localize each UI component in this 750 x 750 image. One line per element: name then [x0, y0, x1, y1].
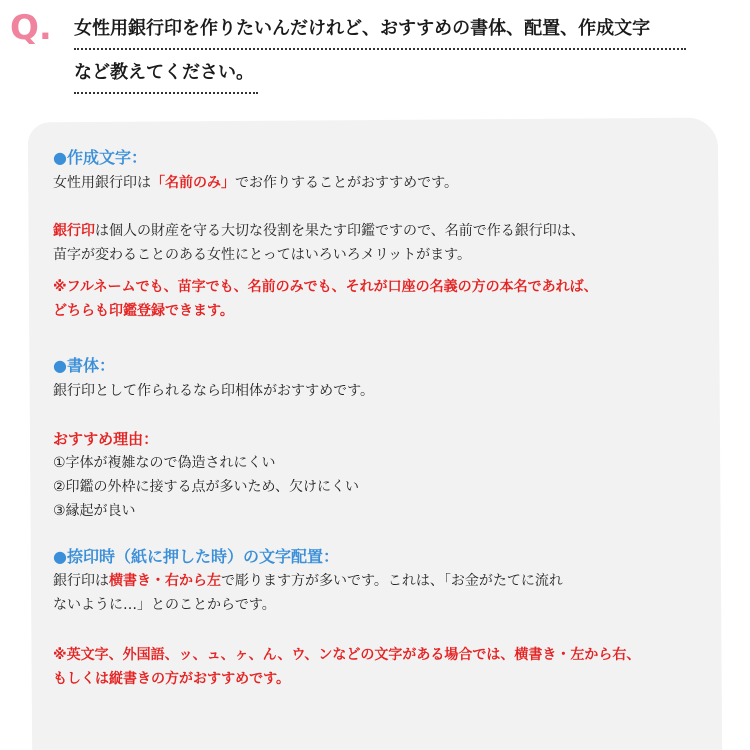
haichi-line-1 — [53, 569, 563, 593]
moji-highlight-name-only: 「名前のみ」 — [151, 175, 235, 191]
haichi-line-2: ないように…」とのことからです。 — [53, 597, 276, 613]
shotai-line-1: 銀行印として作られるなら印相体がおすすめです。 — [53, 383, 375, 399]
haichi-line-1-before: 銀行印は — [53, 573, 109, 589]
shotai-reason-label: おすすめ理由： — [53, 430, 159, 448]
shotai-reason-2: ②印鑑の外枠に接する点が多いため、欠けにくい — [53, 479, 359, 495]
moji-line-1-before: 女性用銀行印は — [53, 175, 151, 191]
question-text-line-1: 女性用銀行印を作りたいんだけれど、おすすめの書体、配置、作成文字 — [74, 16, 686, 50]
moji-line-2 — [53, 219, 585, 243]
shotai-reason-1: ①字体が複雑なので偽造されにくい — [53, 455, 276, 471]
haichi-note-line-2: もしくは縦書きの方がおすすめです。 — [53, 671, 291, 687]
haichi-highlight-direction: 横書き・右から左 — [109, 573, 221, 589]
shotai-reason-3: ③縁起が良い — [53, 503, 136, 519]
moji-line-1 — [53, 171, 458, 195]
haichi-note-line-1: ※英文字、外国語、ッ、ュ、ヶ、ん、ウ、ンなどの文字がある場合では、横書き・左から右、 — [53, 647, 641, 663]
moji-highlight-ginkoin: 銀行印 — [53, 223, 95, 239]
question-text-line-2: など教えてください。 — [74, 60, 258, 94]
section-heading-haichi: ●捺印時（紙に押した時）の文字配置： — [53, 547, 339, 566]
section-heading-moji: ●作成文字： — [53, 148, 147, 167]
haichi-line-1-after: で彫ります方が多いです。これは、「お金がたてに流れ — [221, 573, 563, 589]
section-heading-shotai: ●書体： — [53, 356, 115, 375]
question-mark-label: Q. — [10, 8, 52, 48]
moji-line-3: 苗字が変わることのある女性にとってはいろいろメリットがます。 — [53, 247, 472, 263]
moji-line-1-after: でお作りすることがおすすめです。 — [235, 175, 459, 191]
moji-note-line-1: ※フルネームでも、苗字でも、名前のみでも、それが口座の名義の方の本名であれば、 — [53, 279, 598, 295]
moji-line-2-after: は個人の財産を守る大切な役割を果たす印鑑ですので、名前で作る銀行印は、 — [95, 223, 585, 239]
moji-note-line-2: どちらも印鑑登録できます。 — [53, 303, 234, 319]
